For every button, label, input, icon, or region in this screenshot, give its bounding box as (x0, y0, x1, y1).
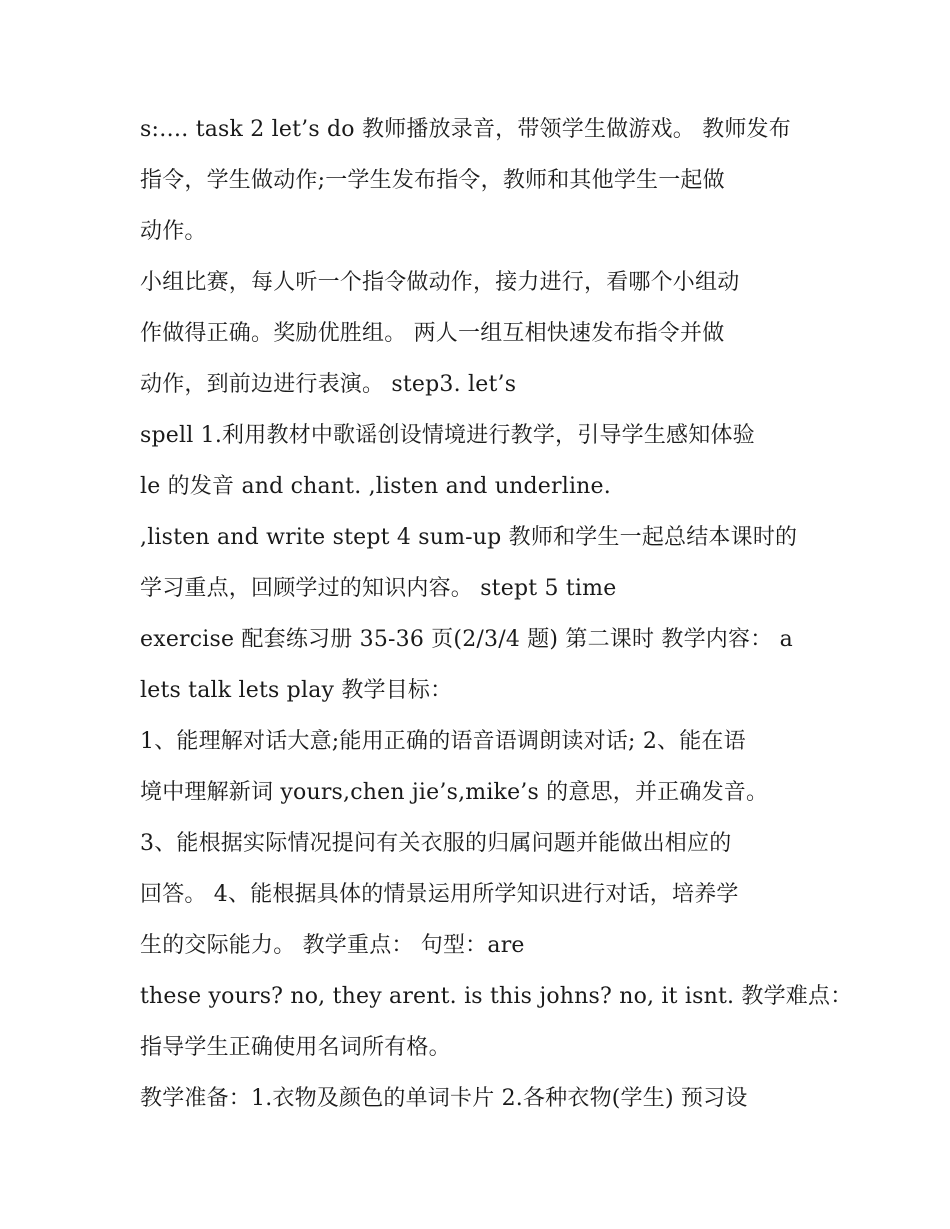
text-line: these yours? no, they arent. is this johns? no, it isnt. 教学难点： (140, 984, 853, 1009)
document-body (140, 104, 853, 1124)
text-line: le 的发音 and chant. ,listen and underline. (140, 474, 611, 499)
text-line: spell 1.利用教材中歌谣创设情境进行教学，引导学生感知体验 (140, 423, 755, 448)
text-line: 动作，到前边进行表演。 step3. let’s (140, 372, 517, 397)
text-line: 3、能根据实际情况提问有关衣服的归属问题并能做出相应的 (140, 831, 732, 856)
text-line: s:…. task 2 let’s do 教师播放录音，带领学生做游戏。 教师发布 (140, 117, 791, 142)
text-line: exercise 配套练习册 35-36 页(2/3/4 题) 第二课时 教学内容： a (140, 627, 793, 652)
text-line: 小组比赛，每人听一个指令做动作，接力进行，看哪个小组动 (140, 270, 740, 295)
text-line: 作做得正确。奖励优胜组。 两人一组互相快速发布指令并做 (140, 321, 725, 346)
text-line: 指导学生正确使用名词所有格。 (140, 1035, 451, 1060)
text-line: 生的交际能力。 教学重点： 句型：are (140, 933, 525, 958)
text-line: 境中理解新词 yours,chen jie’s,mike’s 的意思，并正确发音。 (140, 780, 769, 805)
text-line: 动作。 (140, 219, 207, 244)
text-line: 回答。 4、能根据具体的情景运用所学知识进行对话，培养学 (140, 882, 739, 907)
text-line: lets talk lets play 教学目标： (140, 678, 453, 703)
text-line: 1、能理解对话大意;能用正确的语音语调朗读对话; 2、能在语 (140, 729, 746, 754)
text-line: 学习重点，回顾学过的知识内容。 stept 5 time (140, 576, 617, 601)
text-line: 教学准备：1.衣物及颜色的单词卡片 2.各种衣物(学生) 预习设 (140, 1086, 748, 1111)
text-line: ,listen and write stept 4 sum-up 教师和学生一起总结本课时的 (140, 525, 798, 550)
text-line: 指令，学生做动作;一学生发布指令，教师和其他学生一起做 (140, 168, 725, 193)
